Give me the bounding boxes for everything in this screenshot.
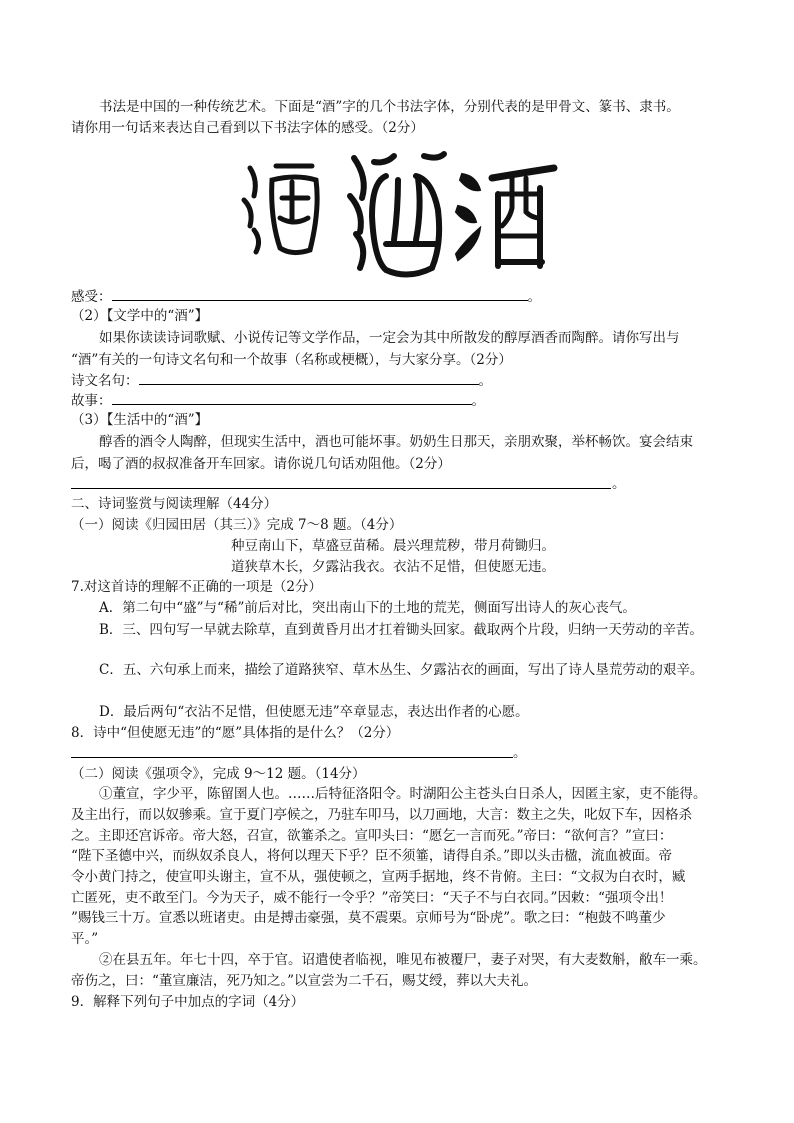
poem-answer-row (71, 370, 492, 391)
question-8: 8．诗中“但使愿无违”的“愿”具体指的是什么？（2分） (71, 725, 400, 741)
feeling-label: 感受： (71, 289, 112, 305)
passage-p1-line-4: “陛下圣德中兴，而纵奴杀良人，将何以理天下乎？臣不须箠，请得自杀。”即以头击楹，流血被面。帝 (71, 848, 673, 864)
story-answer-blank[interactable] (112, 390, 472, 405)
intro-line-2: 请你用一句话来表达自己看到以下书法字体的感受。（2分） (71, 120, 424, 136)
poem-line-1: 种豆南山下，草盛豆苗稀。晨兴理荒秽，带月荷锄归。 (231, 538, 555, 554)
passage-p2-line-1: ②在县五年。年七十四，卒于官。诏遣使者临视，唯见布被覆尸，妻子对哭，有大麦数斛，敝车一乘。 (99, 952, 707, 968)
feeling-end: 。 (527, 289, 541, 305)
story-label: 故事： (71, 393, 112, 409)
feeling-answer-blank[interactable] (112, 286, 528, 301)
section2-heading: 二、诗词鉴赏与阅读理解（44分） (71, 496, 278, 512)
story-end: 。 (471, 393, 485, 409)
passage-p1-line-3: 之。主即还宫诉帝。帝大怒，召宣，欲箠杀之。宣叩头曰：“愿乞一言而死。”帝曰：“欲何言？”宣曰： (71, 828, 673, 844)
clerical-script-jiu-glyph (456, 168, 554, 266)
q7-option-b[interactable]: B．三、四句写一早就去除草，直到黄昏月出才扛着锄头回家。截取两个片段，归纳一天劳动的辛苦。 (99, 622, 703, 638)
poem-label: 诗文名句： (71, 373, 139, 389)
passage-p2-line-2: 帝伤之，曰：“董宣廉洁，死乃知之。”以宣尝为二千石，赐艾绶，葬以大夫礼。 (71, 973, 538, 989)
poem-answer-blank[interactable] (139, 370, 479, 385)
q8-end: 。 (513, 745, 527, 761)
question-7: 7.对这首诗的理解不正确的一项是（2分） (71, 579, 322, 595)
intro-line-1: 书法是中国的一种传统艺术。下面是“酒”字的几个书法字体，分别代表的是甲骨文、篆书、隶书。 (99, 99, 680, 115)
part2-line-2: “酒”有关的一句诗文名句和一个故事（名称或梗概），与大家分享。（2分） (71, 352, 512, 368)
part3-heading: （3）【生活中的“酒”】 (71, 412, 209, 428)
passage-p1-line-7: ”赐钱三十万。宣悉以班诸吏。由是搏击豪强，莫不震栗。京师号为“卧虎”。歌之曰：“枹鼓不鸣董少 (71, 910, 666, 926)
section2-sub2: （二）阅读《强项令》，完成 9～12 题。（14分） (71, 766, 366, 782)
part2-heading: （2）【文学中的“酒”】 (71, 308, 209, 324)
part3-line-1: 醇香的酒令人陶醉，但现实生活中，酒也可能坏事。奶奶生日那天，亲朋欢聚，举杯畅饮。宴会结束 (99, 434, 693, 450)
passage-p1-line-1: ①董宣，字少平，陈留圉人也。……后特征洛阳令。时湖阳公主苍头白日杀人，因匿主家，吏不能得。 (99, 786, 707, 802)
section2-sub1: （一）阅读《归园田居（其三）》完成 7～8 题。（4分） (71, 517, 403, 533)
part2-line-1: 如果你读读诗词歌赋、小说传记等文学作品，一定会为其中所散发的醇厚酒香而陶醉。请你写出与 (99, 330, 680, 346)
passage-p1-line-6: 亡匿死，吏不敢至门。今为天子，威不能行一令乎？”帝笑曰：“天子不与白衣同。”因敕：“强项令出！ (71, 890, 673, 906)
q7-option-c[interactable]: C．五、六句承上而来，描绘了道路狭窄、草木丛生、夕露沾衣的画面，写出了诗人垦荒劳动的艰辛。 (99, 662, 704, 678)
passage-p1-line-2: 及主出行，而以奴骖乘。宣于夏门亭候之，乃驻车叩马，以刀画地，大言：数主之失，叱奴下车，因格杀 (71, 807, 692, 823)
oracle-bone-jiu-glyph (244, 166, 317, 253)
part3-answer-blank[interactable] (71, 488, 611, 489)
passage-p1-line-8: 平。” (71, 931, 99, 947)
q7-option-d[interactable]: D．最后两句“衣沾不足惜，但使愿无违”卒章显志，表达出作者的心愿。 (99, 704, 529, 720)
q8-answer-blank[interactable] (71, 757, 513, 758)
calligraphy-image (236, 148, 566, 278)
poem-end: 。 (478, 373, 492, 389)
passage-p1-line-5: 令小黄门持之，使宣叩头谢主，宣不从，强使顿之，宣两手据地，终不肯俯。主曰：“文叔为白衣时，臧 (71, 869, 686, 885)
part3-line-2: 后，喝了酒的叔叔准备开车回家。请你说几句话劝阻他。（2分） (71, 456, 451, 472)
poem-line-2: 道狭草木长，夕露沾我衣。衣沾不足惜，但使愿无违。 (231, 559, 555, 575)
part3-end: 。 (612, 476, 626, 492)
story-answer-row (71, 390, 485, 411)
q7-option-a[interactable]: A．第二句中“盛”与“稀”前后对比，突出南山下的土地的荒芜，侧面写出诗人的灰心丧气。 (99, 600, 636, 616)
feeling-answer-row (71, 286, 541, 307)
question-9: 9．解释下列句子中加点的字词（4分） (71, 994, 305, 1010)
seal-script-jiu-glyph (350, 154, 444, 275)
